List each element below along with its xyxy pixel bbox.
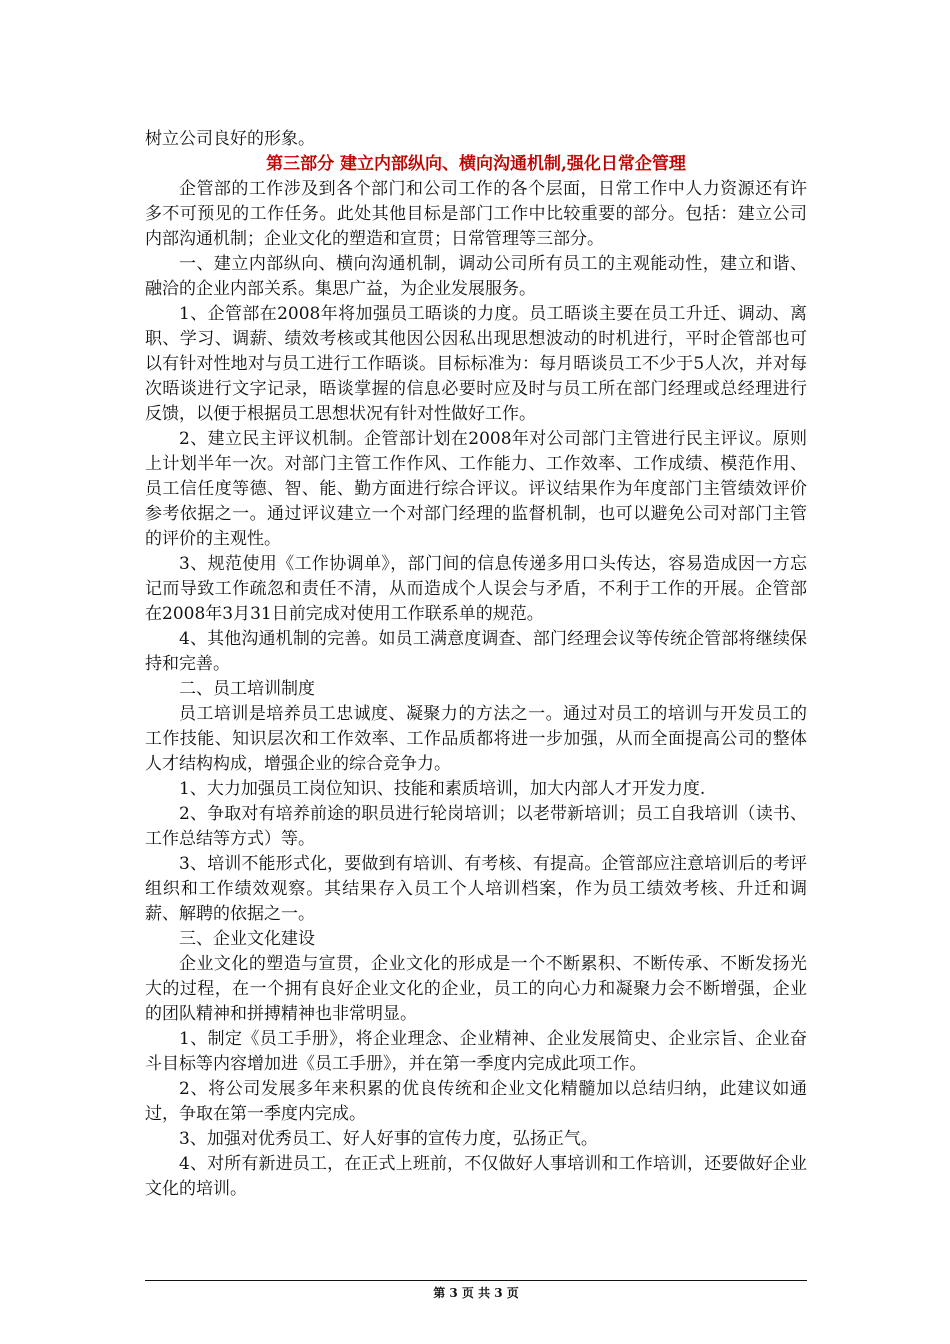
paragraph: 员工培训是培养员工忠诚度、凝聚力的方法之一。通过对员工的培训与开发员工的工作技能、知识层次和工作效率、工作品质都将进一步加强，从而全面提高公司的整体人才结构构成，增强企业的综合竞争力。 [145,704,807,774]
page-footer: 第 3 页 共 3 页 [433,1286,519,1300]
paragraph: 企管部的工作涉及到各个部门和公司工作的各个层面，日常工作中人力资源还有许多不可预见的工作任务。此处其他目标是部门工作中比较重要的部分。包括：建立公司内部沟通机制；企业文化的塑造和宣贯；日常管理等三部分。 [145,179,807,249]
paragraph: 2、将公司发展多年来积累的优良传统和企业文化精髓加以总结归纳，此建议如通过，争取在第一季度内完成。 [145,1079,807,1124]
paragraph: 2、争取对有培养前途的职员进行轮岗培训；以老带新培训；员工自我培训（读书、工作总结等方式）等。 [145,804,807,849]
paragraph: 3、加强对优秀员工、好人好事的宣传力度，弘扬正气。 [179,1129,598,1149]
paragraph: 4、其他沟通机制的完善。如员工满意度调查、部门经理会议等传统企管部将继续保持和完善。 [145,629,807,674]
paragraph: 3、培训不能形式化，要做到有培训、有考核、有提高。企管部应注意培训后的考评组织和工作绩效观察。其结果存入员工个人培训档案，作为员工绩效考核、升迁和调薪、解聘的依据之一。 [145,854,807,924]
footer-divider [145,1280,807,1281]
paragraph: 一、建立内部纵向、横向沟通机制，调动公司所有员工的主观能动性，建立和谐、融洽的企业内部关系。集思广益，为企业发展服务。 [145,254,807,299]
paragraph: 1、制定《员工手册》，将企业理念、企业精神、企业发展简史、企业宗旨、企业奋斗目标等内容增加进《员工手册》，并在第一季度内完成此项工作。 [145,1029,807,1074]
paragraph: 3、规范使用《工作协调单》，部门间的信息传递多用口头传达，容易造成因一方忘记而导致工作疏忽和责任不清，从而造成个人误会与矛盾，不利于工作的开展。企管部在2008年3月31日前完成对使用工作联系单的规范。 [145,554,807,624]
paragraph: 2、建立民主评议机制。企管部计划在2008年对公司部门主管进行民主评议。原则上计划半年一次。对部门主管工作作风、工作能力、工作效率、工作成绩、模范作用、员工信任度等德、智、能、勤方面进行综合评议。评议结果作为年度部门主管绩效评价参考依据之一。通过评议建立一个对部门经理的监督机制，也可以避免公司对部门主管的评价的主观性。 [145,429,807,549]
paragraph: 树立公司良好的形象。 [145,129,315,149]
document-body [145,127,807,1202]
paragraph: 4、对所有新进员工，在正式上班前，不仅做好人事培训和工作培训，还要做好企业文化的培训。 [145,1154,807,1199]
paragraph: 三、企业文化建设 [179,929,315,949]
paragraph: 1、大力加强员工岗位知识、技能和素质培训，加大内部人才开发力度. [179,779,706,799]
section-heading: 第三部分 建立内部纵向、横向沟通机制,强化日常企管理 [266,154,686,174]
paragraph: 二、员工培训制度 [179,679,315,699]
paragraph: 1、企管部在2008年将加强员工晤谈的力度。员工晤谈主要在员工升迁、调动、离职、学习、调薪、绩效考核或其他因公因私出现思想波动的时机进行，平时企管部也可以有针对性地对与员工进行工作晤谈。目标标准为：每月晤谈员工不少于5人次，并对每次晤谈进行文字记录，晤谈掌握的信息必要时应及时与员工所在部门经理或总经理进行反馈，以便于根据员工思想状况有针对性做好工作。 [145,304,807,424]
paragraph: 企业文化的塑造与宣贯，企业文化的形成是一个不断累积、不断传承、不断发扬光大的过程，在一个拥有良好企业文化的企业，员工的向心力和凝聚力会不断增强，企业的团队精神和拼搏精神也非常明显。 [145,954,807,1024]
